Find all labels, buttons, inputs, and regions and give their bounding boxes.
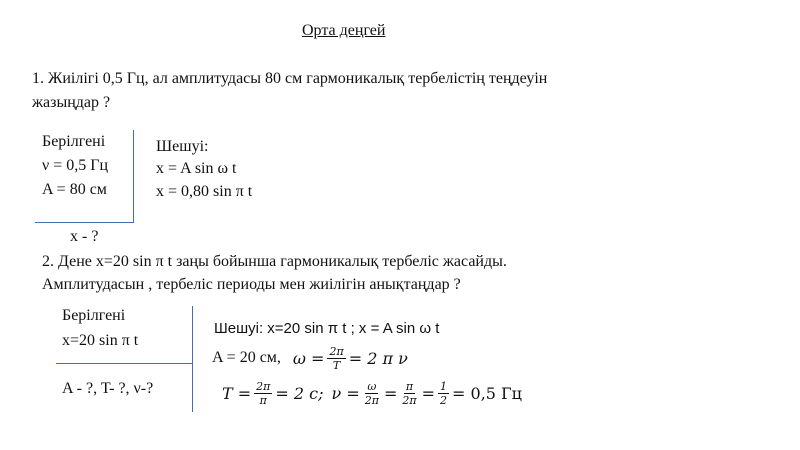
problem1-given-horizontal-rule <box>35 222 134 223</box>
problem2-solution-line1: Шешуі: x=20 sin π t ; x = A sin ω t <box>214 320 440 337</box>
problem1-solution-header: Шешуі: <box>156 138 209 155</box>
problem1-text-line1: 1. Жиілігі 0,5 Гц, ал амплитудасы 80 см гармоникалық тербелістің теңдеуін <box>32 70 548 87</box>
page-title: Орта деңгей <box>302 22 386 39</box>
period-fraction <box>254 380 272 407</box>
frequency-equals-1: = <box>383 383 398 403</box>
frequency-fraction-2-numerator: π <box>405 379 414 393</box>
omega-fraction <box>327 345 345 372</box>
problem1-given-vertical-rule <box>133 130 134 222</box>
amplitude-result: A = 20 см, <box>212 349 281 366</box>
problem2-given-horizontal-rule <box>56 363 193 364</box>
problem2-given-equation: x=20 sin π t <box>62 332 139 349</box>
period-rhs: = 2 c; <box>275 383 324 403</box>
problem2-solution-line3 <box>222 375 522 411</box>
problem2-text-line1: 2. Дене x=20 sin π t заңы бойынша гармоникалық тербеліс жасайды. <box>42 253 507 270</box>
problem1-given-header: Берілгені <box>42 133 106 150</box>
problem2-given-vertical-rule <box>192 306 193 412</box>
frequency-equals-2: = <box>421 383 436 403</box>
frequency-lhs: ν = <box>331 383 360 403</box>
omega-fraction-denominator: T <box>332 358 341 372</box>
omega-lhs: ω = <box>292 348 325 368</box>
frequency-fraction-2-denominator: 2π <box>402 393 417 407</box>
problem2-solution-line2 <box>212 340 408 376</box>
frequency-result: = 0,5 Гц <box>452 383 522 403</box>
problem2-text-line2: Амплитудасын , тербеліс периоды мен жиілігін анықтаңдар ? <box>42 276 461 293</box>
problem1-given-nu: ν = 0,5 Гц <box>42 157 109 174</box>
problem1-solution-line1: x = A sin ω t <box>156 160 237 177</box>
period-lhs: T = <box>222 383 252 403</box>
frequency-fraction-1-numerator: ω <box>367 379 377 393</box>
period-fraction-denominator: π <box>259 393 267 407</box>
period-fraction-numerator: 2π <box>256 379 271 393</box>
frequency-fraction-2 <box>400 380 418 407</box>
frequency-fraction-1-denominator: 2π <box>364 393 379 407</box>
problem1-solution-line2: x = 0,80 sin π t <box>156 183 253 200</box>
frequency-fraction-3 <box>438 380 449 407</box>
problem2-given-header: Берілгені <box>62 307 126 324</box>
omega-rhs: = 2 π ν <box>348 348 408 368</box>
problem2-find: A - ?, T- ?, ν-? <box>62 380 154 397</box>
frequency-fraction-3-numerator: 1 <box>440 379 448 393</box>
omega-fraction-numerator: 2π <box>329 344 344 358</box>
frequency-fraction-1 <box>363 380 381 407</box>
problem1-given-amplitude: A = 80 см <box>42 181 107 198</box>
problem1-find: x - ? <box>70 228 99 245</box>
problem1-text-line2: жазыңдар ? <box>32 94 111 111</box>
frequency-fraction-3-denominator: 2 <box>440 393 448 407</box>
